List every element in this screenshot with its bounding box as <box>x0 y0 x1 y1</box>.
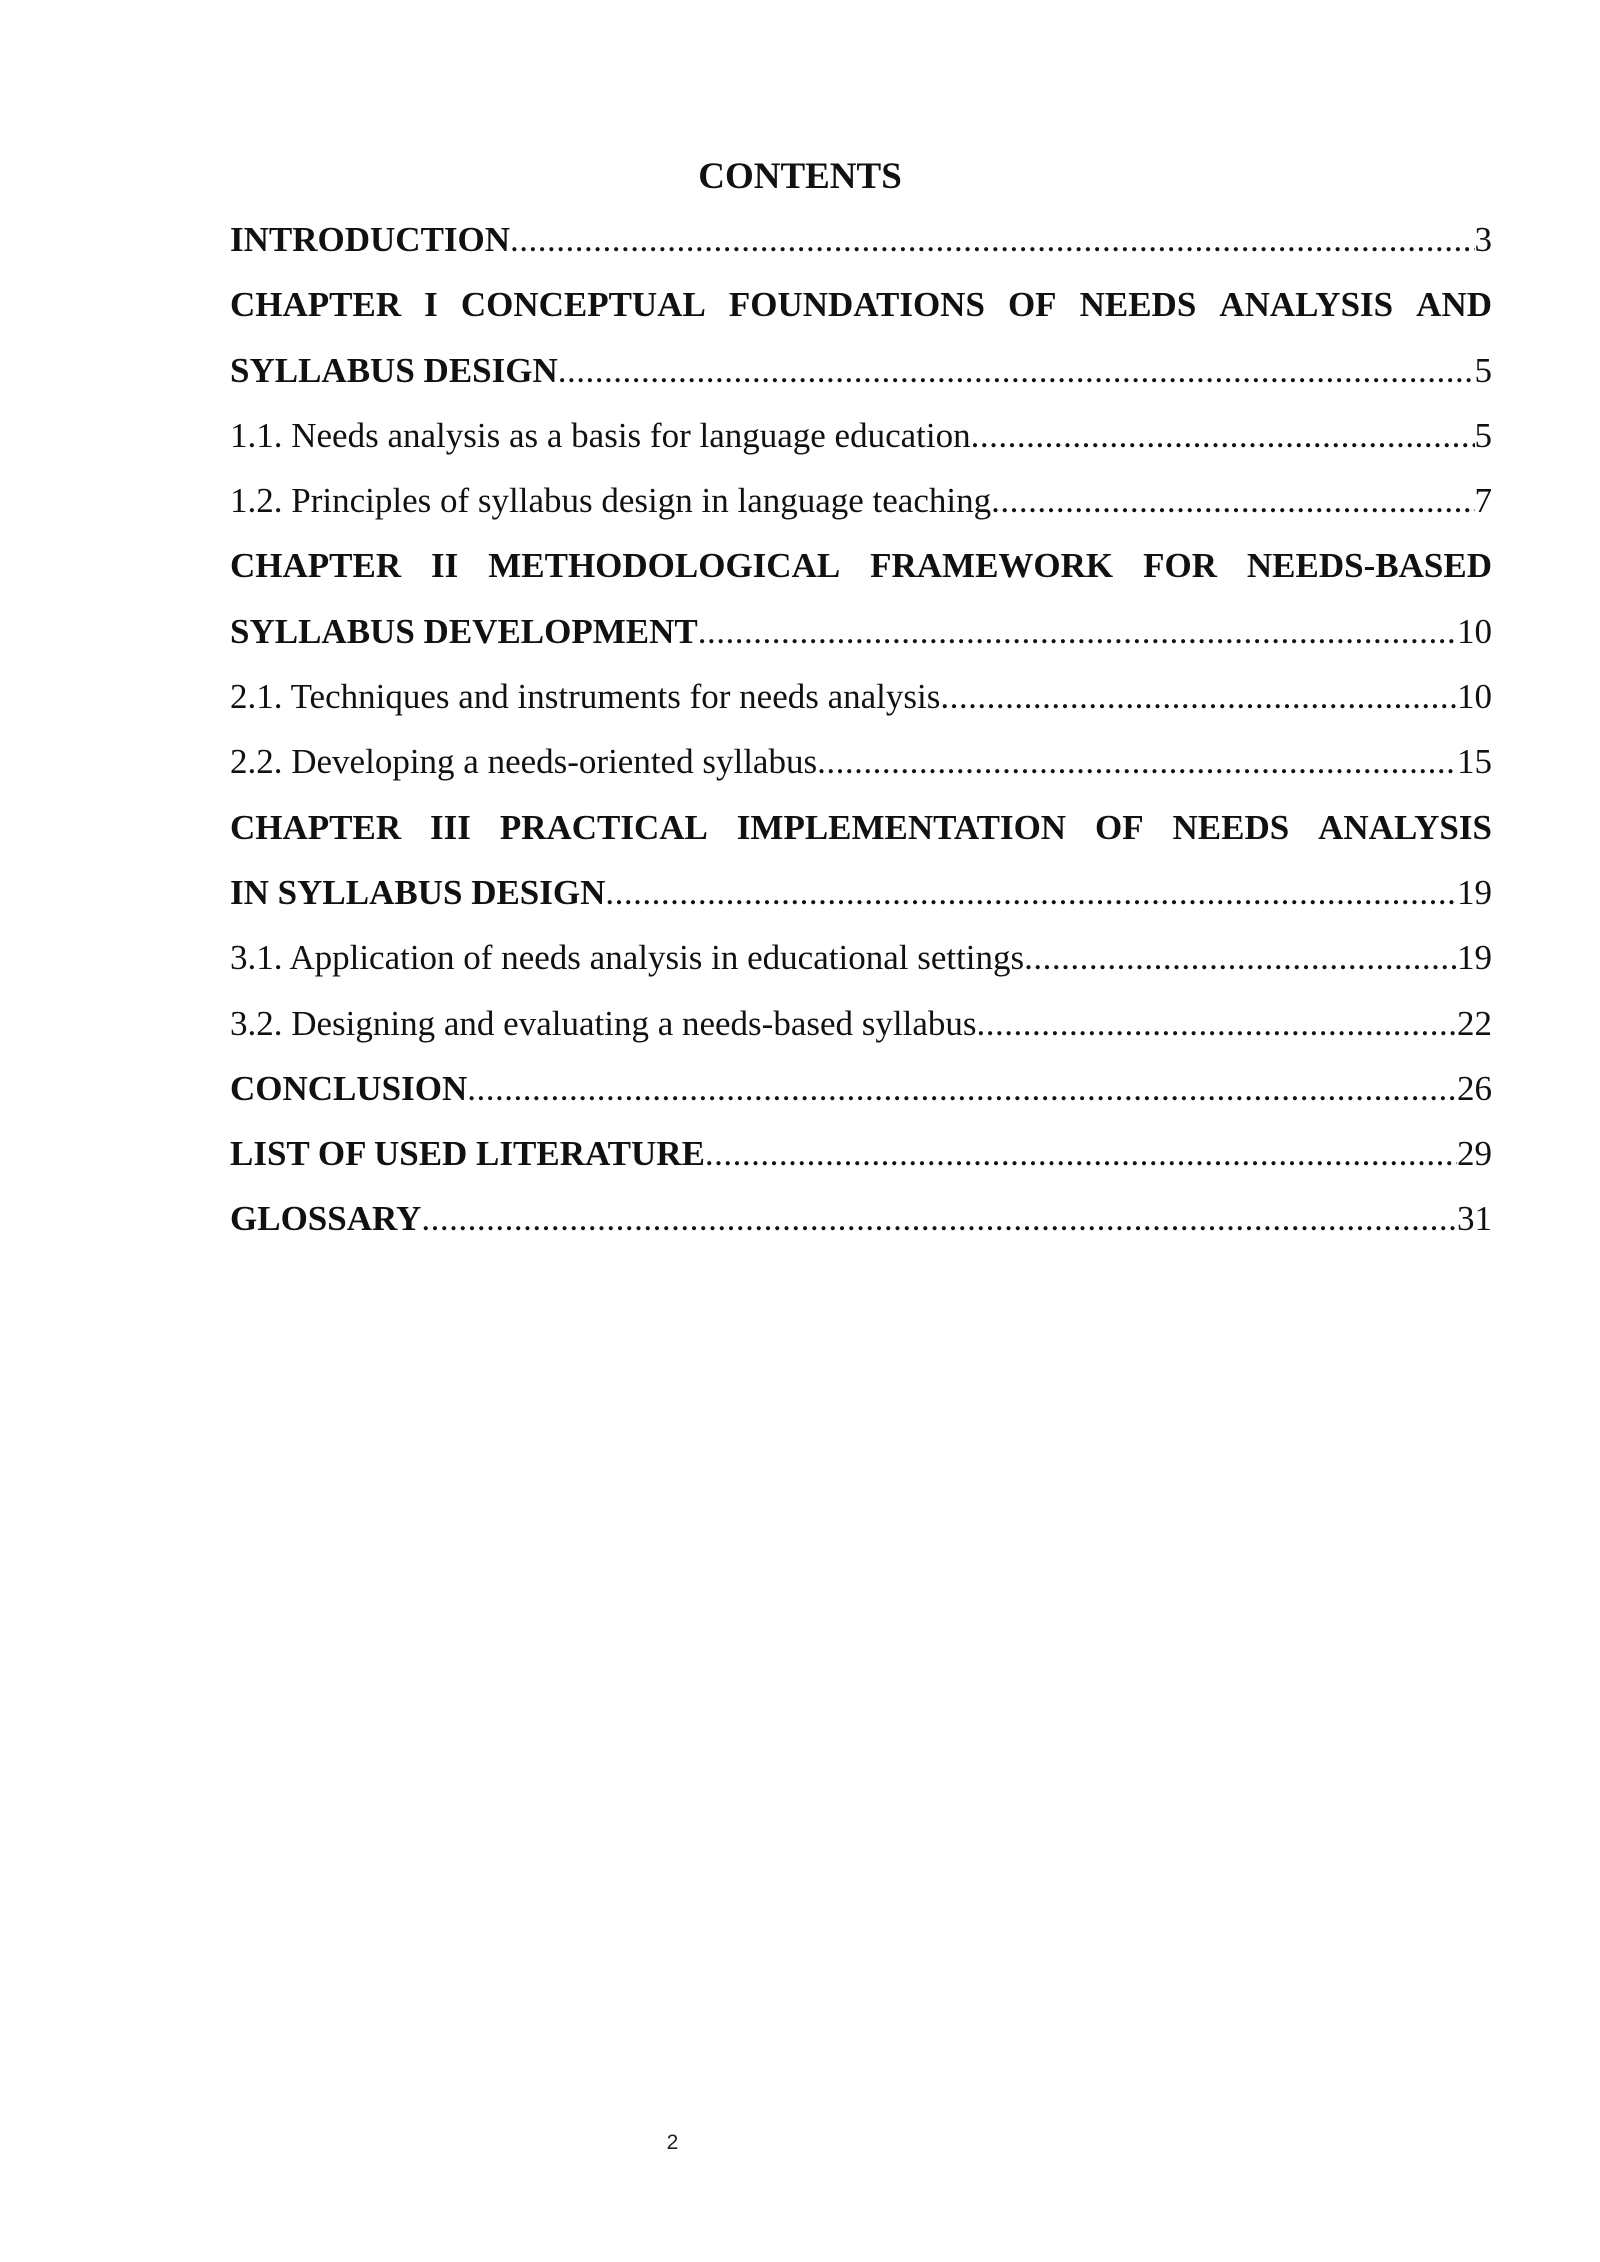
toc-entry-section-3-2[interactable] <box>230 991 1492 1056</box>
toc-word: III <box>430 807 471 847</box>
toc-word: I <box>424 285 438 325</box>
dot-leader <box>558 338 1475 403</box>
toc-page-number: 10 <box>1457 611 1492 651</box>
toc-page-number: 7 <box>1474 481 1492 521</box>
toc-word: FOR <box>1143 546 1217 586</box>
toc-word: AND <box>1416 285 1492 325</box>
toc-entry-conclusion[interactable] <box>230 1056 1492 1121</box>
toc-word: CONCEPTUAL <box>460 285 706 325</box>
dot-leader <box>467 1056 1457 1121</box>
toc-page-number: 22 <box>1457 1003 1492 1043</box>
toc-entry-label: GLOSSARY <box>230 1199 422 1239</box>
dot-leader <box>510 207 1474 272</box>
toc-entry-section-2-1[interactable] <box>230 664 1492 729</box>
page-number: 2 <box>666 2131 679 2154</box>
dot-leader <box>1024 925 1457 990</box>
toc-word: ANALYSIS <box>1318 807 1492 847</box>
toc-entry-label <box>230 533 1492 598</box>
toc-entry-label: CONCLUSION <box>230 1068 468 1108</box>
toc-entry-literature[interactable] <box>230 1121 1492 1186</box>
toc-page-number: 19 <box>1457 938 1492 978</box>
toc-entry-label: SYLLABUS DEVELOPMENT <box>230 611 698 651</box>
toc-entry-chapter-1-line-1[interactable] <box>230 272 1492 337</box>
toc-word: II <box>431 546 459 586</box>
toc-entry-label: 1.1. Needs analysis as a basis for language education <box>230 415 971 455</box>
toc-page-number: 3 <box>1474 220 1492 259</box>
toc-entry-label: 2.1. Techniques and instruments for needs analysis <box>230 677 941 717</box>
dot-leader <box>421 1186 1457 1251</box>
toc-word: CHAPTER <box>230 546 402 586</box>
dot-leader <box>698 599 1457 664</box>
dot-leader <box>971 403 1475 468</box>
toc-entry-chapter-1-line-2[interactable] <box>230 338 1492 403</box>
toc-word: CHAPTER <box>230 807 402 847</box>
dot-leader <box>991 468 1474 533</box>
toc-page-number: 26 <box>1457 1068 1492 1108</box>
toc-page-number: 31 <box>1457 1199 1492 1239</box>
toc-word: NEEDS-BASED <box>1246 546 1492 586</box>
toc-entry-chapter-2-line-1[interactable] <box>230 533 1492 598</box>
toc-word: NEEDS <box>1079 285 1197 325</box>
toc-word: CHAPTER <box>230 285 402 325</box>
dot-leader <box>817 729 1457 794</box>
toc-entry-chapter-3-line-2[interactable] <box>230 860 1492 925</box>
toc-entry-label <box>230 795 1492 860</box>
toc-word: FRAMEWORK <box>870 546 1114 586</box>
toc-entry-section-1-1[interactable] <box>230 403 1492 468</box>
toc-entry-introduction[interactable] <box>230 207 1492 272</box>
toc-entry-chapter-2-line-2[interactable] <box>230 599 1492 664</box>
dot-leader <box>976 991 1457 1056</box>
toc-entry-label <box>230 272 1492 337</box>
toc-entry-chapter-3-line-1[interactable] <box>230 795 1492 860</box>
toc-entry-label: SYLLABUS DESIGN <box>230 350 558 390</box>
toc-page-number: 5 <box>1474 415 1492 455</box>
dot-leader <box>605 860 1457 925</box>
toc-entry-label: IN SYLLABUS DESIGN <box>230 872 606 912</box>
toc-entry-label: LIST OF USED LITERATURE <box>230 1134 705 1174</box>
toc-word: IMPLEMENTATION <box>736 807 1067 847</box>
toc-entry-label: INTRODUCTION <box>230 220 511 259</box>
toc-page-number: 19 <box>1457 872 1492 912</box>
toc-word: METHODOLOGICAL <box>488 546 841 586</box>
toc-entry-label: 2.2. Developing a needs-oriented syllabus <box>230 742 818 782</box>
toc-word: NEEDS <box>1172 807 1290 847</box>
toc-word: FOUNDATIONS <box>728 285 985 325</box>
toc-page-number: 29 <box>1457 1134 1492 1174</box>
dot-leader <box>940 664 1457 729</box>
dot-leader <box>705 1121 1457 1186</box>
toc-word: OF <box>1094 807 1144 847</box>
toc-entry-section-3-1[interactable] <box>230 925 1492 990</box>
toc-entry-label: 3.2. Designing and evaluating a needs-based syllabus <box>230 1003 977 1043</box>
toc-entry-glossary[interactable] <box>230 1186 1492 1251</box>
toc-page-number: 10 <box>1457 677 1492 717</box>
table-of-contents <box>230 207 1492 1252</box>
toc-entry-label: 3.1. Application of needs analysis in educational settings <box>230 938 1025 978</box>
toc-entry-section-2-2[interactable] <box>230 729 1492 794</box>
toc-word: OF <box>1007 285 1057 325</box>
toc-entry-section-1-2[interactable] <box>230 468 1492 533</box>
page-title: CONTENTS <box>698 156 902 197</box>
toc-word: PRACTICAL <box>499 807 708 847</box>
toc-page-number: 5 <box>1474 350 1492 390</box>
toc-entry-label: 1.2. Principles of syllabus design in language teaching <box>230 481 992 521</box>
toc-page-number: 15 <box>1457 742 1492 782</box>
toc-word: ANALYSIS <box>1219 285 1394 325</box>
